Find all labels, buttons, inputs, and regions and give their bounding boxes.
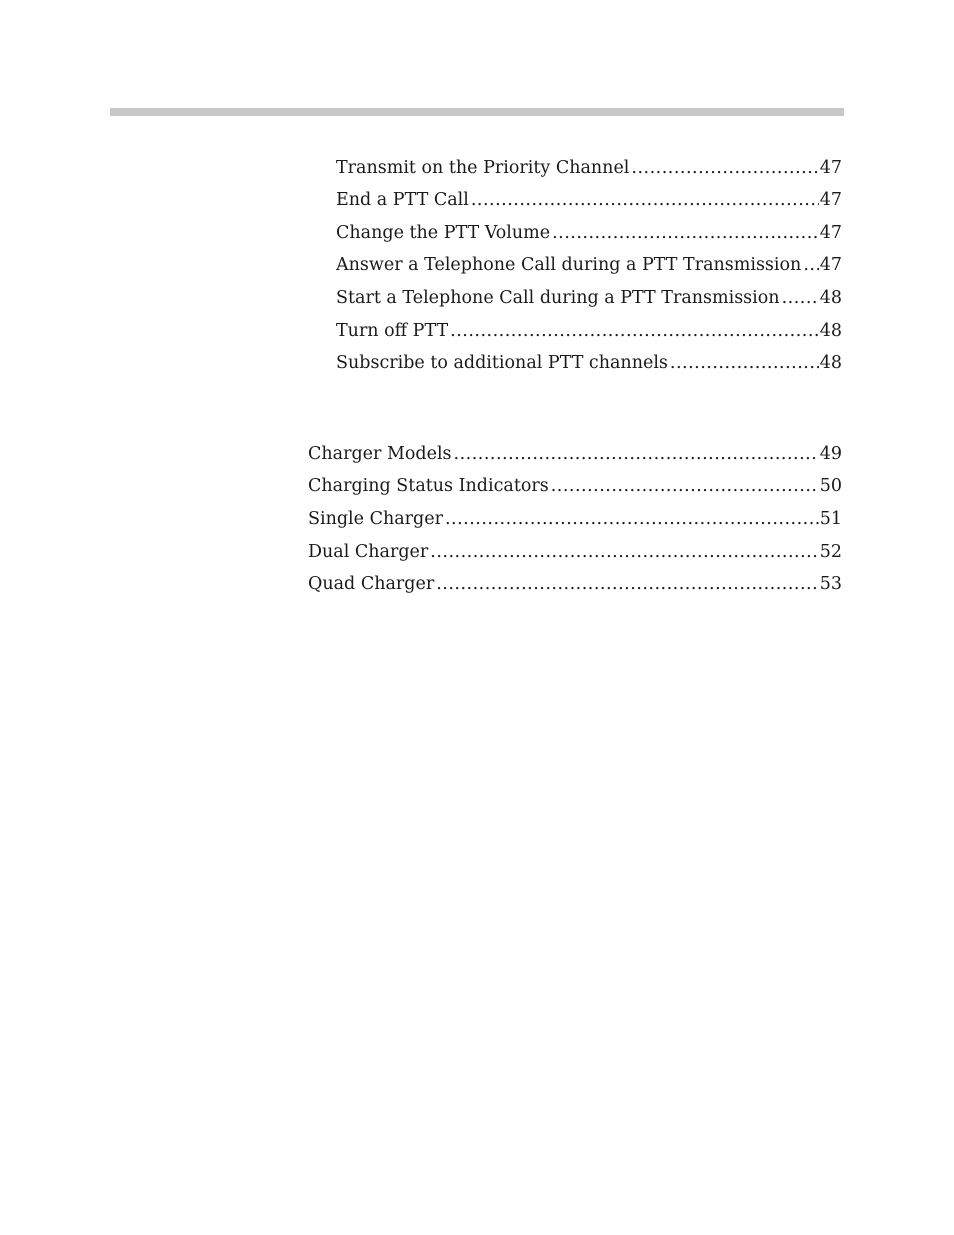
toc-entry-title: Charger Models: [308, 444, 452, 464]
toc-page-number: 50: [819, 476, 842, 496]
toc-entry-title: End a PTT Call: [336, 190, 469, 210]
toc-entry-single-charger[interactable]: [308, 508, 842, 530]
header-rule: [110, 108, 844, 116]
toc-entry-title: Quad Charger: [308, 574, 435, 594]
toc-page-number: 49: [819, 444, 842, 464]
toc-page-number: 53: [819, 574, 842, 594]
toc-entry-title: Turn off PTT: [336, 321, 449, 341]
toc-dot-leader: [450, 320, 819, 342]
toc-entry-title: Dual Charger: [308, 542, 429, 562]
toc-entry-charger-models[interactable]: [308, 443, 842, 465]
toc-entry-start-telephone-call[interactable]: [336, 287, 842, 309]
toc-entry-change-ptt-volume[interactable]: [336, 222, 842, 244]
toc-entry-dual-charger[interactable]: [308, 541, 842, 563]
toc-dot-leader: [445, 508, 819, 530]
toc-page-number: 51: [819, 509, 842, 529]
toc-page-number: 48: [819, 321, 842, 341]
toc-entry-title: Charging Status Indicators: [308, 476, 549, 496]
toc-page-number: 47: [819, 223, 842, 243]
toc-dot-leader: [670, 352, 819, 374]
toc-entry-subscribe-ptt-channels[interactable]: [336, 352, 842, 374]
toc-dot-leader: [803, 254, 818, 276]
toc-entry-title: Subscribe to additional PTT channels: [336, 353, 668, 373]
toc-entry-answer-telephone-call[interactable]: [336, 254, 842, 276]
toc-entry-title: Start a Telephone Call during a PTT Transmission: [336, 288, 780, 308]
toc-dot-leader: [436, 573, 819, 595]
toc-entry-title: Transmit on the Priority Channel: [336, 158, 630, 178]
toc-entry-end-ptt-call[interactable]: [336, 189, 842, 211]
toc-entry-title: Single Charger: [308, 509, 443, 529]
toc-dot-leader: [430, 541, 818, 563]
toc-dot-leader: [551, 475, 819, 497]
toc-page-number: 47: [819, 255, 842, 275]
toc-entry-transmit-priority-channel[interactable]: [336, 157, 842, 179]
toc-page-number: 48: [819, 353, 842, 373]
toc-entry-quad-charger[interactable]: [308, 573, 842, 595]
toc-page-number: 47: [819, 190, 842, 210]
toc-entry-title: Change the PTT Volume: [336, 223, 551, 243]
toc-dot-leader: [471, 189, 819, 211]
toc-dot-leader: [631, 157, 818, 179]
toc-dot-leader: [454, 443, 819, 465]
toc-dot-leader: [782, 287, 819, 309]
toc-entry-turn-off-ptt[interactable]: [336, 320, 842, 342]
toc-entry-title: Answer a Telephone Call during a PTT Transmission: [336, 255, 802, 275]
toc-page-number: 48: [819, 288, 842, 308]
toc-page-number: 47: [819, 158, 842, 178]
toc-page-number: 52: [819, 542, 842, 562]
toc-dot-leader: [552, 222, 819, 244]
toc-entry-charging-status-indicators[interactable]: [308, 475, 842, 497]
